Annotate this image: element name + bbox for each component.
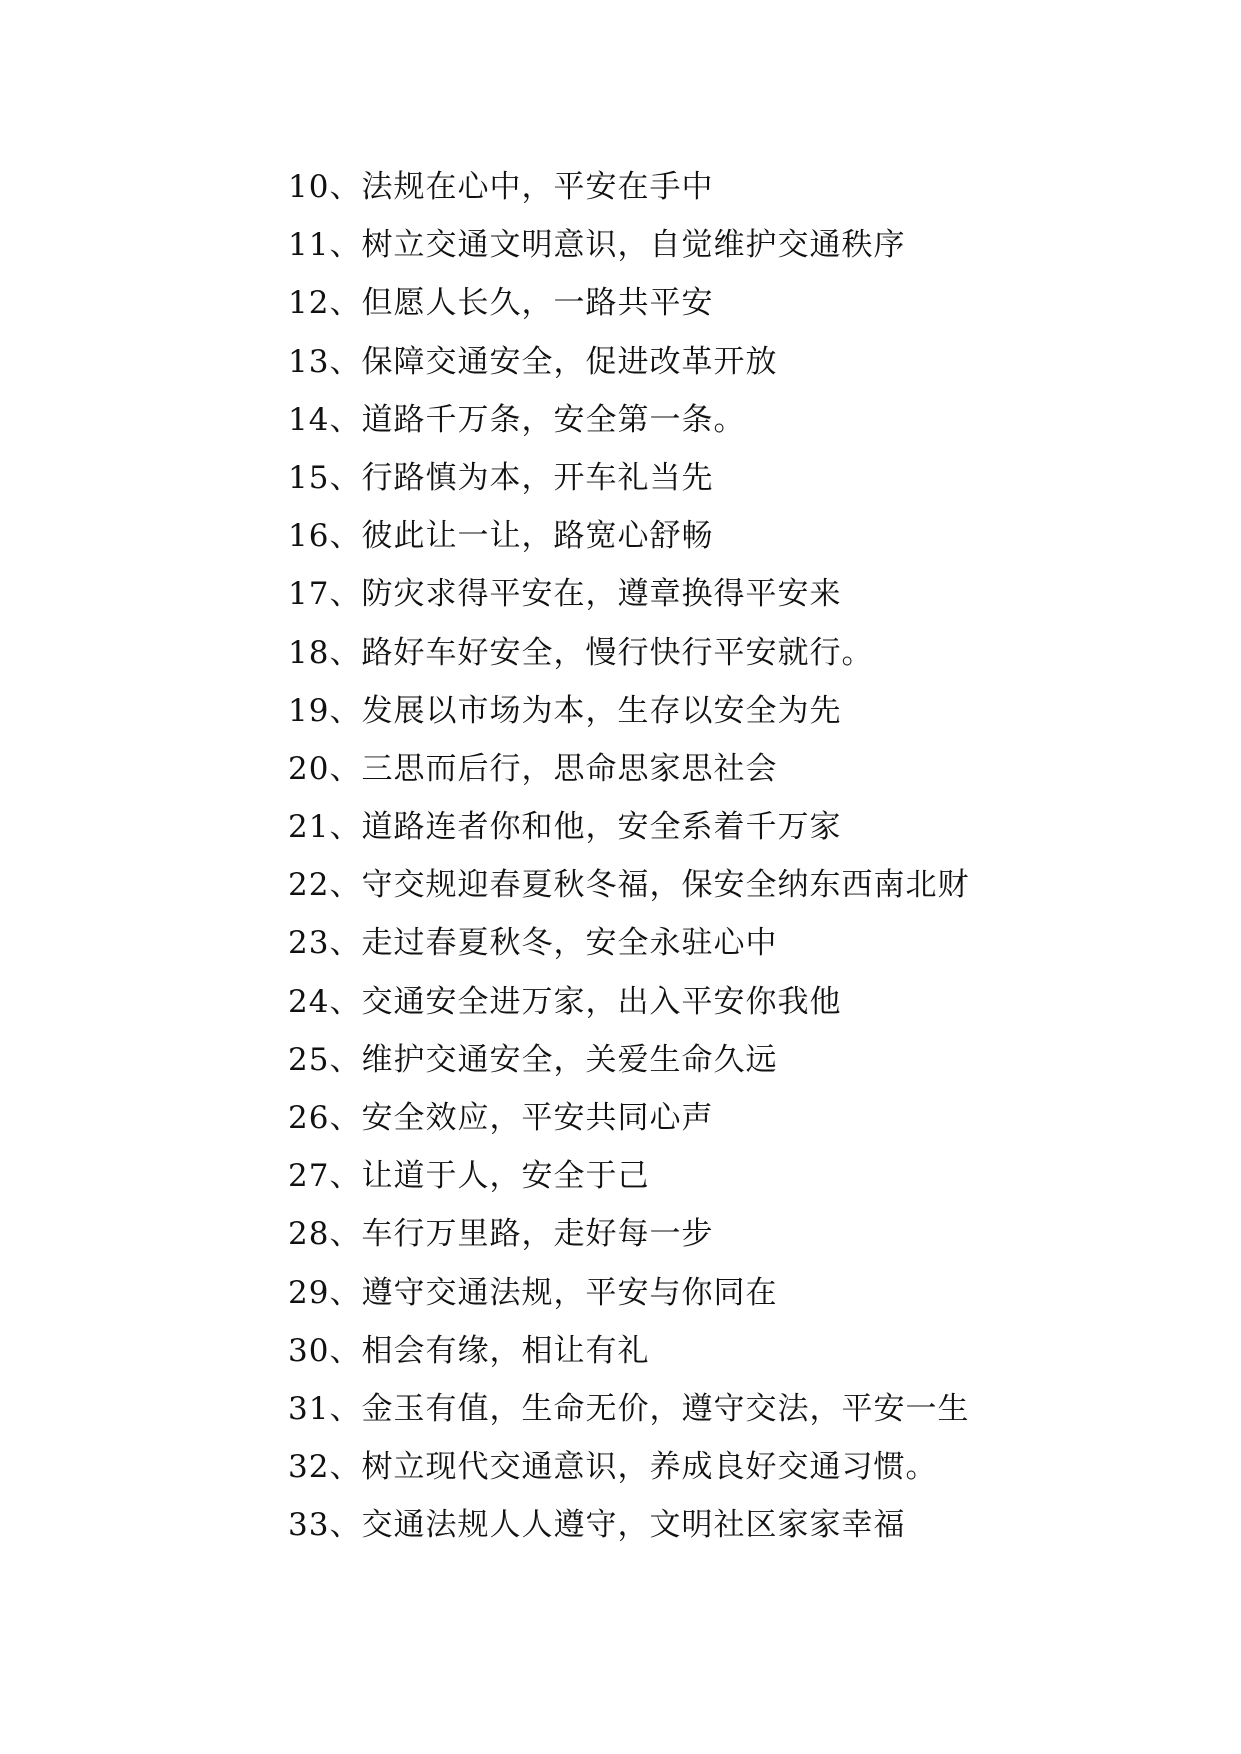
list-item: 30、相会有缘，相让有礼 [288, 1332, 650, 1369]
list-item: 20、三思而后行，思命思家思社会 [288, 750, 778, 787]
list-item: 17、防灾求得平安在，遵章换得平安来 [288, 576, 842, 613]
list-item: 23、走过春夏秋冬，安全永驻心中 [288, 925, 778, 962]
list-item: 33、交通法规人人遵守，文明社区家家幸福 [288, 1507, 906, 1544]
list-item: 22、守交规迎春夏秋冬福，保安全纳东西南北财 [288, 867, 970, 904]
list-item: 31、金玉有值，生命无价，遵守交法，平安一生 [288, 1390, 970, 1427]
list-item: 26、安全效应，平安共同心声 [288, 1100, 714, 1136]
list-item: 15、行路慎为本，开车礼当先 [288, 459, 714, 496]
list-item: 12、但愿人长久，一路共平安 [288, 285, 714, 322]
list-item: 21、道路连者你和他，安全系着千万家 [288, 809, 842, 846]
list-item: 11、树立交通文明意识，自觉维护交通秩序 [288, 227, 906, 264]
list-item: 10、法规在心中，平安在手中 [288, 169, 714, 205]
list-item: 19、发展以市场为本，生存以安全为先 [288, 692, 842, 729]
list-item: 14、道路千万条，安全第一条。 [288, 401, 746, 438]
list-item: 16、彼此让一让，路宽心舒畅 [288, 518, 714, 555]
list-item: 27、让道于人，安全于己 [288, 1158, 650, 1195]
list-item: 29、遵守交通法规，平安与你同在 [288, 1274, 778, 1311]
list-item: 24、交通安全进万家，出入平安你我他 [288, 983, 842, 1020]
list-item: 28、车行万里路，走好每一步 [288, 1216, 714, 1253]
list-item: 25、维护交通安全，关爱生命久远 [288, 1041, 778, 1078]
slogan-list [288, 158, 969, 1555]
list-item: 32、树立现代交通意识，养成良好交通习惯。 [288, 1449, 938, 1486]
list-item: 18、路好车好安全，慢行快行平安就行。 [288, 634, 874, 671]
list-item: 13、保障交通安全，促进改革开放 [288, 343, 778, 380]
